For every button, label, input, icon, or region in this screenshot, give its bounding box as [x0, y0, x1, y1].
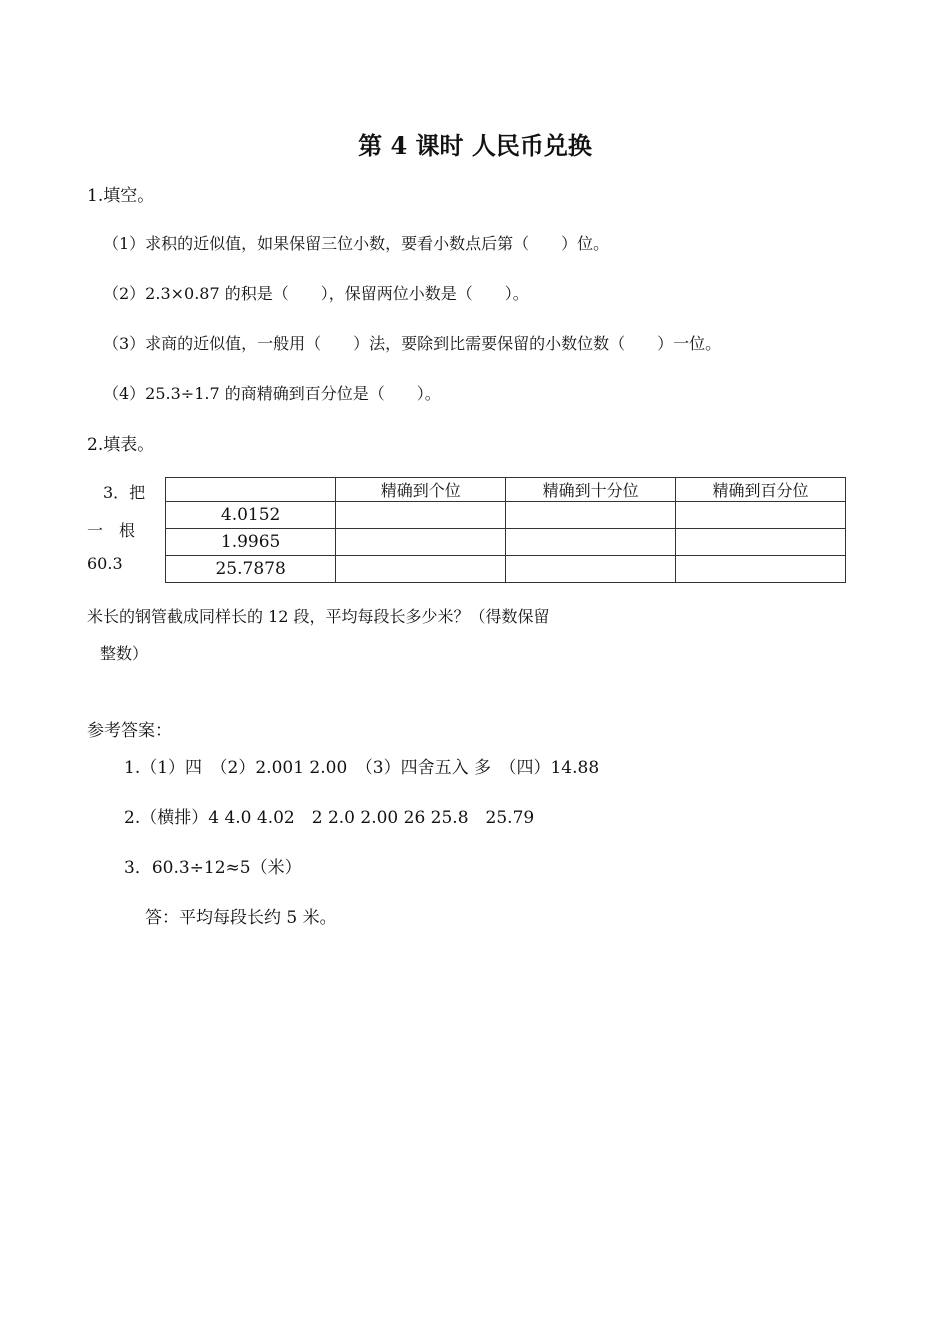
question-1-item-3: （3）求商的近似值，一般用（ ）法，要除到比需要保留的小数位数（ ）一位。 — [103, 334, 722, 353]
question-3-left-line-2: 一 根 — [87, 521, 136, 540]
answer-cell[interactable] — [506, 502, 676, 529]
table-row — [166, 556, 846, 583]
question-3-line-1: 米长的钢管截成同样长的 12 段，平均每段长多少米？（得数保留 — [87, 607, 550, 626]
table-header-row — [166, 478, 846, 502]
table-row — [166, 502, 846, 529]
table-header-cell: 精确到十分位 — [506, 478, 676, 502]
rounding-table — [165, 477, 846, 583]
answer-cell[interactable] — [506, 529, 676, 556]
page-title: 第 4 课时 人民币兑换 — [358, 131, 592, 160]
answer-cell[interactable] — [336, 529, 506, 556]
table-header-cell: 精确到个位 — [336, 478, 506, 502]
table-header-cell: 精确到百分位 — [676, 478, 846, 502]
answer-line-2: 2.（横排）4 4.0 4.02 2 2.0 2.00 26 25.8 25.79 — [124, 808, 535, 828]
question-1-item-1: （1）求积的近似值，如果保留三位小数，要看小数点后第（ ）位。 — [103, 234, 610, 253]
answer-line-4: 答：平均每段长约 5 米。 — [145, 908, 337, 928]
table-row-label: 4.0152 — [166, 502, 336, 529]
answer-cell[interactable] — [676, 502, 846, 529]
table-row-label: 1.9965 — [166, 529, 336, 556]
question-3-left-line-3: 60.3 — [87, 554, 123, 573]
answer-line-1: 1.（1）四 （2）2.001 2.00 （3）四舍五入 多 （四）14.88 — [124, 758, 600, 778]
answer-line-3: 3．60.3÷12≈5（米） — [124, 858, 302, 878]
question-3-left-line-1: 3．把 — [103, 483, 146, 502]
answer-cell[interactable] — [676, 556, 846, 583]
answer-cell[interactable] — [336, 502, 506, 529]
answer-cell[interactable] — [676, 529, 846, 556]
question-2-heading: 2.填表。 — [87, 435, 155, 455]
question-1-heading: 1.填空。 — [87, 186, 155, 206]
table-header-cell — [166, 478, 336, 502]
answer-cell[interactable] — [506, 556, 676, 583]
table-row — [166, 529, 846, 556]
question-3-line-2: 整数） — [100, 644, 149, 663]
answers-heading: 参考答案： — [87, 721, 172, 741]
answer-cell[interactable] — [336, 556, 506, 583]
table-row-label: 25.7878 — [166, 556, 336, 583]
question-1-item-4: （4）25.3÷1.7 的商精确到百分位是（ ）。 — [103, 384, 441, 403]
question-1-item-2: （2）2.3×0.87 的积是（ ），保留两位小数是（ ）。 — [103, 284, 529, 303]
